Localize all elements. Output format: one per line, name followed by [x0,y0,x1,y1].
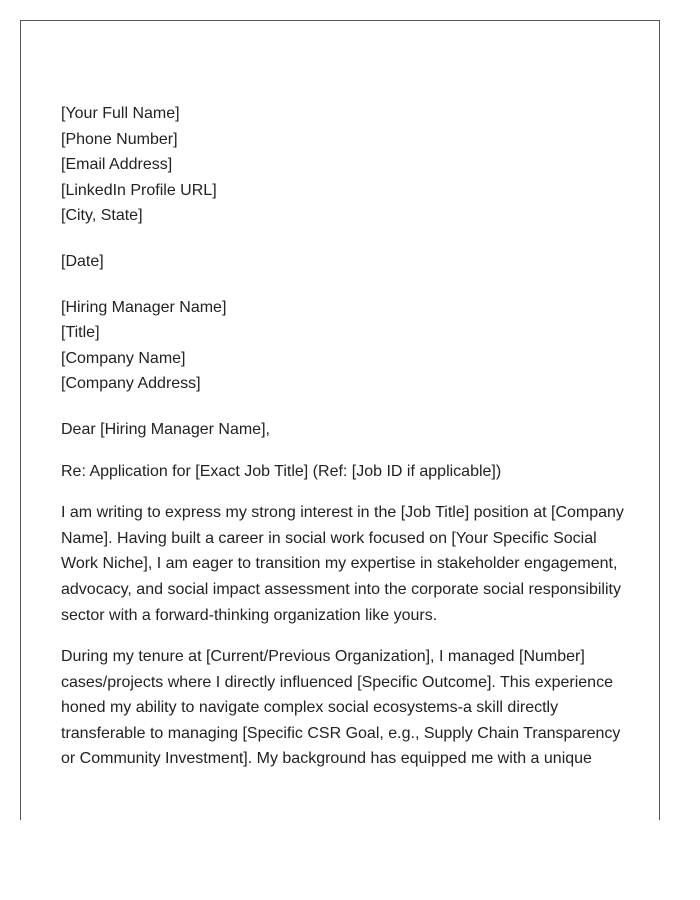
sender-linkedin: [LinkedIn Profile URL] [61,181,217,199]
re-line: Re: Application for [Exact Job Title] (Ref: [Job ID if applicable]) [61,462,502,480]
letter-content [61,101,631,788]
recipient-address: [Company Address] [61,375,201,393]
body-paragraph: I am writing to express my strong interest in the [Job Title] position at [Company Name]. Having built a career in social work focused on [Your Specific Social Work Niche], I am eager to transition my expertise in stakeholder engagement, advocacy, and social impact assessment into the corporate social responsibility sector with a forward-thinking organization like yours. [61,504,624,624]
sender-phone: [Phone Number] [61,130,178,148]
recipient-company: [Company Name] [61,349,186,367]
letter-date: [Date] [61,252,104,270]
letter-page [20,20,660,820]
sender-email: [Email Address] [61,156,173,174]
recipient-title: [Title] [61,324,100,342]
sender-block [61,101,631,229]
recipient-name: [Hiring Manager Name] [61,298,227,316]
date-block [61,249,631,275]
sender-location: [City, State] [61,207,143,225]
greeting: Dear [Hiring Manager Name], [61,420,270,438]
recipient-block [61,295,631,397]
body-paragraph: During my tenure at [Current/Previous Organization], I managed [Number] cases/projects where I directly influenced [Specific Outcome]. This experience honed my ability to navigate complex social ecosystems-a skill directly transferable to managing [Specific CSR Goal, e.g., Supply Chain Transparency or Community Investment]. My background has equipped me with a unique [61,648,621,768]
sender-name: [Your Full Name] [61,105,180,122]
